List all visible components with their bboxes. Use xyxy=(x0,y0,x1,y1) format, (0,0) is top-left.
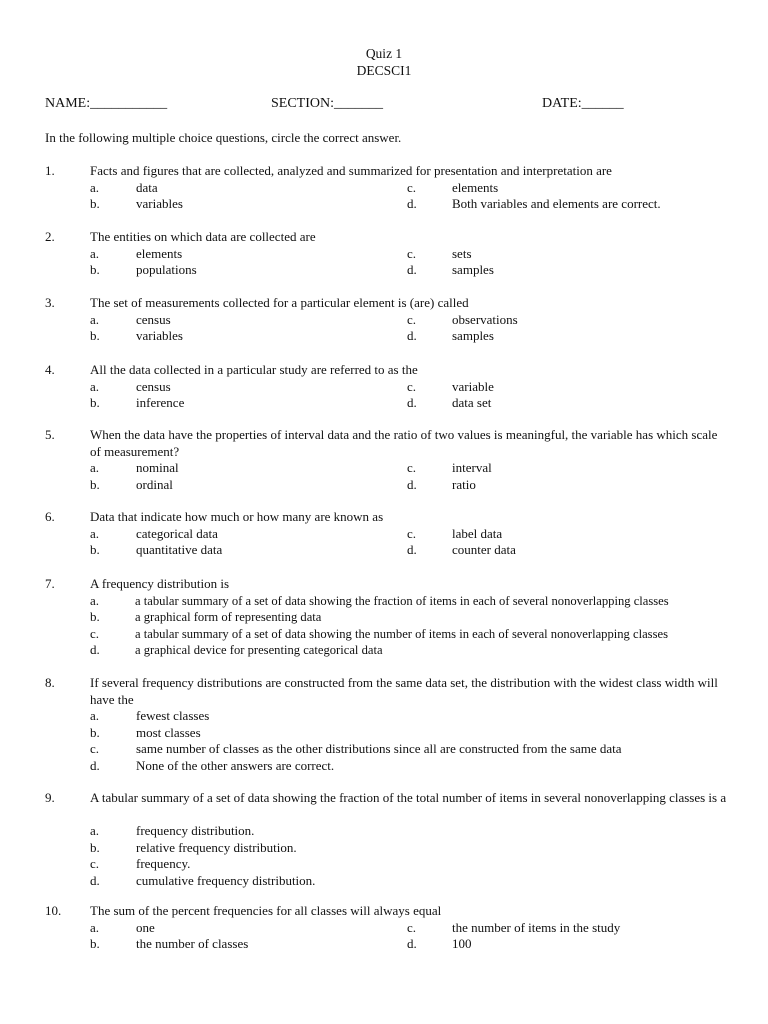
option-letter: b. xyxy=(90,395,100,410)
option-text: one xyxy=(136,919,155,935)
option-letter: d. xyxy=(407,476,417,492)
option-letter: b. xyxy=(90,262,100,277)
option-text: the number of classes xyxy=(136,936,249,951)
question-text: A frequency distribution is xyxy=(90,576,230,591)
option-letter: b. xyxy=(90,724,100,740)
option-letter: b. xyxy=(90,609,100,624)
option-letter: b. xyxy=(90,542,100,557)
option-text: fewest classes xyxy=(136,708,210,723)
question-text: A tabular summary of a set of data showing the fraction of the total number of items in several nonoverlapping classes is a xyxy=(90,790,727,805)
option-text: the number of items in the study xyxy=(452,919,621,935)
option-letter: c. xyxy=(407,919,417,935)
question-text: Data that indicate how much or how many are known as xyxy=(90,509,384,524)
question-text: If several frequency distributions are constructed from the same data set, the distribution with the widest class width will have the xyxy=(90,675,718,707)
question-number: 2. xyxy=(45,229,55,244)
option-text: elements xyxy=(136,245,183,261)
option-letter: d. xyxy=(407,328,417,343)
option-letter: d. xyxy=(407,936,417,951)
option-text: variable xyxy=(452,378,494,394)
option-text: counter data xyxy=(452,542,516,557)
question-text: The sum of the percent frequencies for all classes will always equal xyxy=(90,903,442,918)
option-letter: b. xyxy=(90,476,100,492)
option-letter: d. xyxy=(90,872,100,888)
option-text: observations xyxy=(452,311,518,327)
question-number: 9. xyxy=(45,790,55,805)
option-letter: a. xyxy=(90,919,100,935)
option-letter: c. xyxy=(407,311,417,327)
quiz-title: Quiz 1 xyxy=(365,46,403,61)
option-letter: a. xyxy=(90,460,100,475)
option-letter: d. xyxy=(407,395,417,410)
section-field: SECTION:_______ xyxy=(271,96,383,111)
option-letter: a. xyxy=(90,179,100,195)
option-letter: c. xyxy=(90,741,100,756)
option-letter: d. xyxy=(90,642,100,657)
option-text: a graphical device for presenting categorical data xyxy=(135,643,383,657)
option-letter: b. xyxy=(90,936,100,951)
question-number: 1. xyxy=(45,163,55,178)
option-text: samples xyxy=(452,328,494,343)
option-letter: a. xyxy=(90,245,100,261)
question-number: 6. xyxy=(45,509,55,524)
option-letter: a. xyxy=(90,592,100,608)
option-letter: a. xyxy=(90,708,100,723)
name-field: NAME:___________ xyxy=(45,96,168,111)
option-text: populations xyxy=(136,262,197,277)
option-letter: d. xyxy=(407,196,417,211)
option-letter: c. xyxy=(90,856,100,871)
option-letter: c. xyxy=(407,525,417,541)
question-text: All the data collected in a particular study are referred to as the xyxy=(90,362,418,377)
option-text: a graphical form of representing data xyxy=(135,610,322,624)
option-text: relative frequency distribution. xyxy=(136,839,297,855)
option-letter: c. xyxy=(407,460,417,475)
option-text: frequency. xyxy=(136,856,191,871)
option-text: frequency distribution. xyxy=(136,823,255,838)
option-letter: a. xyxy=(90,525,100,541)
question-number: 4. xyxy=(45,362,55,377)
option-text: label data xyxy=(452,525,503,541)
question-text: The set of measurements collected for a particular element is (are) called xyxy=(90,295,469,310)
option-text: None of the other answers are correct. xyxy=(136,757,335,773)
option-text: elements xyxy=(452,179,499,195)
option-text: categorical data xyxy=(136,525,218,541)
option-text: Both variables and elements are correct. xyxy=(452,196,661,211)
option-letter: c. xyxy=(407,179,417,195)
option-text: census xyxy=(136,311,171,327)
option-text: interval xyxy=(452,460,492,475)
option-text: cumulative frequency distribution. xyxy=(136,872,316,888)
option-text: inference xyxy=(136,395,185,410)
option-text: quantitative data xyxy=(136,542,223,557)
option-text: same number of classes as the other distributions since all are constructed from the same data xyxy=(136,741,622,756)
option-text: variables xyxy=(136,196,183,211)
option-text: a tabular summary of a set of data showing the number of items in each of several nonoverlapping classes xyxy=(135,626,668,641)
option-letter: c. xyxy=(407,245,417,261)
option-letter: b. xyxy=(90,328,100,343)
question-text: The entities on which data are collected are xyxy=(90,229,316,244)
question-number: 7. xyxy=(45,576,55,591)
option-text: 100 xyxy=(452,936,472,951)
question-number: 5. xyxy=(45,427,55,442)
option-letter: a. xyxy=(90,823,100,838)
option-text: data set xyxy=(452,395,492,410)
option-letter: a. xyxy=(90,311,100,327)
option-letter: d. xyxy=(90,757,100,773)
date-field: DATE:______ xyxy=(542,96,624,111)
question-number: 3. xyxy=(45,295,55,310)
option-text: census xyxy=(136,378,171,394)
question-text: Facts and figures that are collected, analyzed and summarized for presentation and interpretation are xyxy=(90,163,612,178)
option-text: ordinal xyxy=(136,476,173,492)
question-number: 8. xyxy=(45,675,55,690)
option-letter: b. xyxy=(90,839,100,855)
option-letter: d. xyxy=(407,262,417,277)
option-text: sets xyxy=(452,245,472,261)
option-letter: c. xyxy=(407,378,417,394)
option-text: nominal xyxy=(136,460,179,475)
option-letter: a. xyxy=(90,378,100,394)
course-code: DECSCI1 xyxy=(356,63,412,78)
option-letter: b. xyxy=(90,196,100,211)
option-text: variables xyxy=(136,328,183,343)
instructions: In the following multiple choice questions, circle the correct answer. xyxy=(45,130,402,145)
question-number: 10. xyxy=(45,903,62,918)
option-text: a tabular summary of a set of data showing the fraction of items in each of several nonoverlapping classes xyxy=(135,593,669,608)
option-letter: d. xyxy=(407,542,417,557)
option-text: most classes xyxy=(136,724,201,740)
option-letter: c. xyxy=(90,625,100,641)
option-text: ratio xyxy=(452,476,476,492)
option-text: samples xyxy=(452,262,494,277)
question-text: When the data have the properties of interval data and the ratio of two values is meaningful, the variable has which scale of measurement? xyxy=(90,427,718,459)
option-text: data xyxy=(136,179,158,195)
